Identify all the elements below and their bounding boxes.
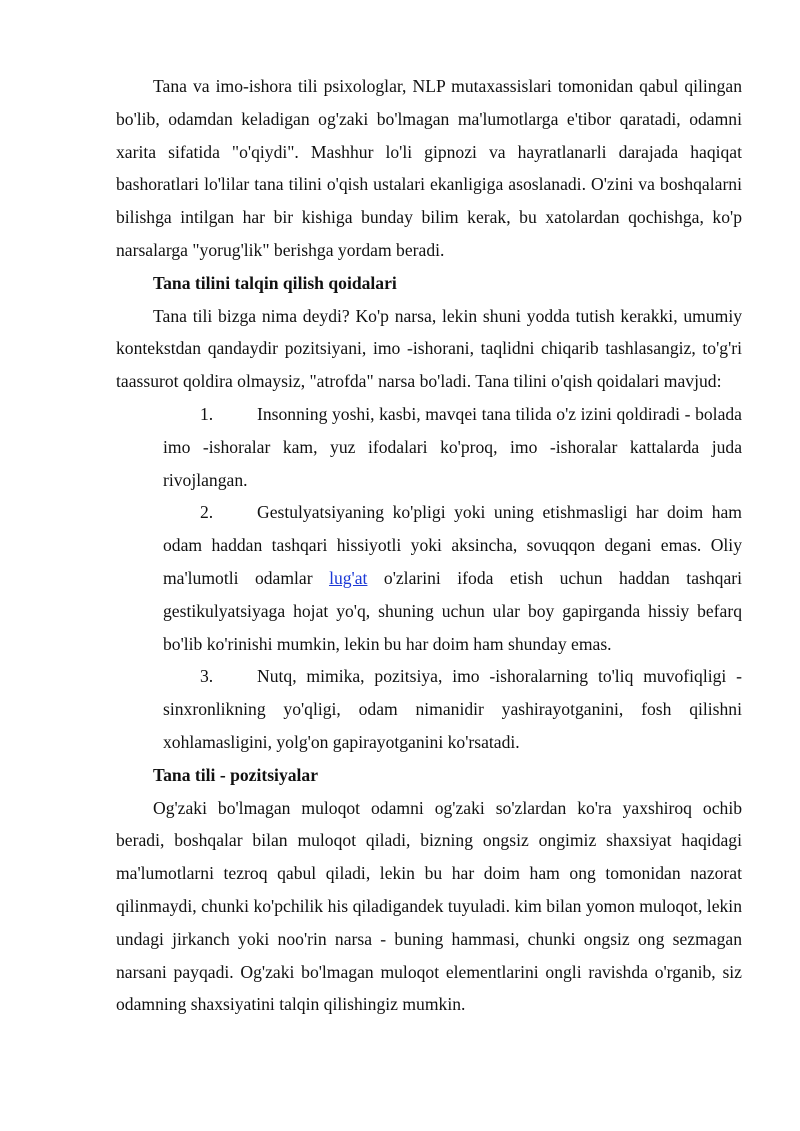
list-number-1: 1. [200, 403, 214, 424]
list-item-2-text-after: o'zlarini ifoda etish uchun haddan tashqari gestikulyatsiyaga hojat yo'q, shuning uchun ular boy gapirganda hissiy befarq bo'lib ko'rinishi mumkin, lekin bu har doim ham shunday emas. [163, 567, 743, 654]
document-page [116, 70, 742, 1021]
closing-paragraph: Og'zaki bo'lmagan muloqot odamni og'zaki so'zlardan ko'ra yaxshiroq ochib beradi, boshqalar bilan muloqot qiladi, bizning ongsiz ongimiz shaxsiyat haqidagi ma'lumotlarni tezroq qabul qiladi, lekin bu har doim ham ong tomonidan nazorat qilinmaydi, chunki ko'pchilik his qiladigandek tuyuladi. kim bilan yomon muloqot, lekin undagi jirkanch yoki noo'rin narsa - buning hammasi, chunki ongsiz ong sezmagan narsani payqadi. Og'zaki bo'lmagan muloqot elementlarini ongli ravishda o'rganib, siz odamning shaxsiyatini talqin qilishingiz mumkin. [116, 797, 742, 1015]
intro-paragraph: Tana va imo-ishora tili psixologlar, NLP mutaxassislari tomonidan qabul qilingan bo'lib, odamdan keladigan og'zaki bo'lmagan ma'lumotlarga e'tibor qaratadi, odamni xarita sifatida "o'qiydi". Mashhur lo'li gipnozi va hayratlanarli darajada haqiqat bashoratlari lo'lilar tana tilini o'qish ustalari ekanligiga asoslanadi. O'zini va boshqalarni bilishga intilgan har bir kishiga bunday bilim kerak, bu xatolardan qochishga, ko'p narsalarga "yorug'lik" berishga yordam beradi. [116, 76, 742, 260]
list-item-3-text: Nutq, mimika, pozitsiya, imo -ishoralarning to'liq muvofiqligi - sinxronlikning yo'qligi, odam nimanidir yashirayotganini, fosh qilishni xohlamasligini, yolg'on gapirayotganini ko'rsatadi. [163, 666, 742, 752]
rules-intro-paragraph: Tana tili bizga nima deydi? Ko'p narsa, lekin shuni yodda tutish kerakki, umumiy kontekstdan qandaydir pozitsiyani, imo -ishorani, taqlidni chiqarib tashlasangiz, to'g'ri taassurot qoldira olmaysiz, "atrofda" narsa bo'ladi. Tana tilini o'qish qoidalari mavjud: [116, 305, 742, 392]
list-number-2: 2. [200, 502, 214, 523]
list-item-2-text-before: Gestulyatsiyaning ko'pligi yoki uning etishmasligi har doim ham odam haddan tashqari hissiyotli yoki aksincha, sovuqqon degani emas. Oliy ma'lumotli odamlar [163, 502, 742, 588]
list-number-3: 3. [200, 666, 214, 687]
list-item-3 [163, 660, 742, 758]
list-item-2 [163, 496, 742, 660]
section-heading-positions: Tana tili - pozitsiyalar [153, 764, 319, 785]
lugat-link[interactable]: lug'at [329, 567, 368, 588]
list-item-1-text: Insonning yoshi, kasbi, mavqei tana tilida o'z izini qoldiradi - bolada imo -ishoralar kam, yuz ifodalari ko'proq, imo -ishoralar kattalarda juda rivojlangan. [163, 403, 742, 490]
section-heading-rules: Tana tilini talqin qilish qoidalari [153, 272, 397, 293]
list-item-1 [163, 398, 742, 496]
